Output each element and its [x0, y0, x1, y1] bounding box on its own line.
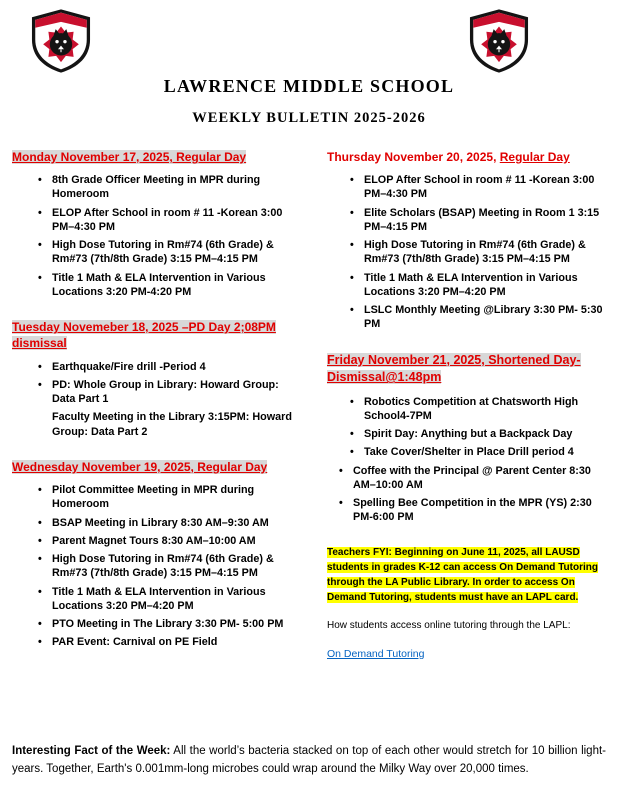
school-crest-logo-right: [466, 8, 532, 74]
bulletin-footer: [0, 743, 618, 779]
bulletin-columns: [0, 149, 618, 725]
on-demand-tutoring-link[interactable]: On Demand Tutoring: [327, 647, 425, 660]
yellow-highlight: [327, 547, 598, 603]
fact-text: All the world’s bacteria stacked on top of each other would stretch for 10 billion light-years. Together, Earth's 0.001mm-long microbes could wrap around the Milky Way over 20,000 times.: [12, 745, 607, 775]
bulletin-item: • Spirit Day: Anything but a Backpack Day: [364, 427, 606, 441]
bulletin-item: • High Dose Tutoring in Rm#74 (6th Grade) & Rm#73 (7th/8th Grade) 3:15 PM–4:15 PM: [52, 552, 304, 581]
day-heading-thursday: [327, 149, 606, 165]
day-section-friday: [327, 352, 606, 525]
bulletin-item: • BSAP Meeting in Library 8:30 AM–9:30 AM: [52, 516, 304, 530]
day-heading-friday: [327, 352, 606, 387]
day-items-monday: [12, 173, 304, 299]
fyi-lead: Teachers FYI:: [327, 546, 392, 558]
bulletin-header: [0, 0, 618, 127]
tutoring-link-line: [327, 644, 606, 662]
bulletin-item-no-bullet: Faculty Meeting in the Library 3:15PM: Howard Group: Data Part 2: [52, 411, 292, 438]
bulletin-item: • Earthquake/Fire drill -Period 4: [52, 360, 304, 374]
bulletin-item: • Title 1 Math & ELA Intervention in Various Locations 3:20 PM–4:20 PM: [52, 585, 304, 614]
bulletin-item: • PD: Whole Group in Library: Howard Group: Data Part 1: [52, 378, 304, 407]
bulletin-item: • LSLC Monthly Meeting @Library 3:30 PM- 5:30 PM: [364, 303, 606, 332]
day-heading-text: Regular Day: [499, 150, 570, 164]
bulletin-item: • Coffee with the Principal @ Parent Center 8:30 AM–10:00 AM: [353, 464, 606, 493]
day-heading-prefix: Thursday November 20, 2025,: [327, 150, 500, 164]
bulletin-item: • ELOP After School in room # 11 -Korean 3:00 PM–4:30 PM: [364, 173, 606, 202]
bulletin-item: • Elite Scholars (BSAP) Meeting in Room 1 3:15 PM–4:15 PM: [364, 206, 606, 235]
bulletin-title: WEEKLY BULLETIN 2025-2026: [192, 110, 426, 126]
tutoring-instruction: How students access online tutoring through the LAPL:: [327, 619, 571, 631]
day-section-thursday: [327, 149, 606, 332]
school-name: LAWRENCE MIDDLE SCHOOL: [163, 76, 455, 96]
left-column: [12, 149, 304, 670]
bulletin-item: • Parent Magnet Tours 8:30 AM–10:00 AM: [52, 534, 304, 548]
day-heading-wednesday: [12, 459, 304, 475]
fact-lead: Interesting Fact of the Week:: [12, 745, 171, 757]
school-crest-logo-left: [28, 8, 94, 74]
day-heading-text: Tuesday Novemeber 18, 2025 –PD Day 2;08PM dismissal: [12, 320, 276, 351]
day-items-thursday: [327, 173, 606, 332]
fyi-text: Beginning on June 11, 2025, all LAUSD students in grades K-12 can access On Demand Tutoring through the LA Public Library. In order to access On Demand Tutoring, students must have an LAPL card.: [327, 546, 598, 603]
day-items-tuesday: [12, 360, 304, 407]
bulletin-item: • Spelling Bee Competition in the MPR (YS) 2:30 PM-6:00 PM: [353, 496, 606, 525]
bulletin-item: • High Dose Tutoring in Rm#74 (6th Grade) & Rm#73 (7th/8th Grade) 3:15 PM–4:15 PM: [364, 238, 606, 267]
bulletin-item: • Title 1 Math & ELA Intervention in Various Locations 3:20 PM-4:20 PM: [52, 271, 304, 300]
teachers-fyi-notice: [327, 545, 606, 605]
bulletin-item: • Pilot Committee Meeting in MPR during Homeroom: [52, 483, 304, 512]
bulletin-item: • High Dose Tutoring in Rm#74 (6th Grade) & Rm#73 (7th/8th Grade) 3:15 PM–4:15 PM: [52, 238, 304, 267]
day-heading-text: Wednesday November 19, 2025, Regular Day: [12, 459, 268, 474]
day-heading-text: Friday November 21, 2025, Shortened Day-Dismissal@1:48pm: [327, 352, 581, 385]
bulletin-item: • PAR Event: Carnival on PE Field: [52, 635, 304, 649]
right-column: [327, 149, 606, 662]
day-heading-monday: [12, 149, 304, 165]
bulletin-item: • Take Cover/Shelter in Place Drill period 4: [364, 445, 606, 459]
day-section-wednesday: [12, 459, 304, 650]
day-items-wednesday: [12, 483, 304, 650]
day-heading-tuesday: [12, 319, 304, 351]
day-items-friday: [327, 395, 606, 525]
day-section-tuesday: [12, 319, 304, 439]
bulletin-item: • ELOP After School in room # 11 -Korean 3:00 PM–4:30 PM: [52, 206, 304, 235]
bulletin-item: • PTO Meeting in The Library 3:30 PM- 5:00 PM: [52, 617, 304, 631]
bulletin-item: • 8th Grade Officer Meeting in MPR during Homeroom: [52, 173, 304, 202]
day-section-monday: [12, 149, 304, 299]
bulletin-item: • Robotics Competition at Chatsworth High School4-7PM: [364, 395, 606, 424]
interesting-fact: [12, 743, 606, 779]
bulletin-item: • Title 1 Math & ELA Intervention in Various Locations 3:20 PM–4:20 PM: [364, 271, 606, 300]
day-heading-text: Monday November 17, 2025, Regular Day: [12, 150, 247, 164]
